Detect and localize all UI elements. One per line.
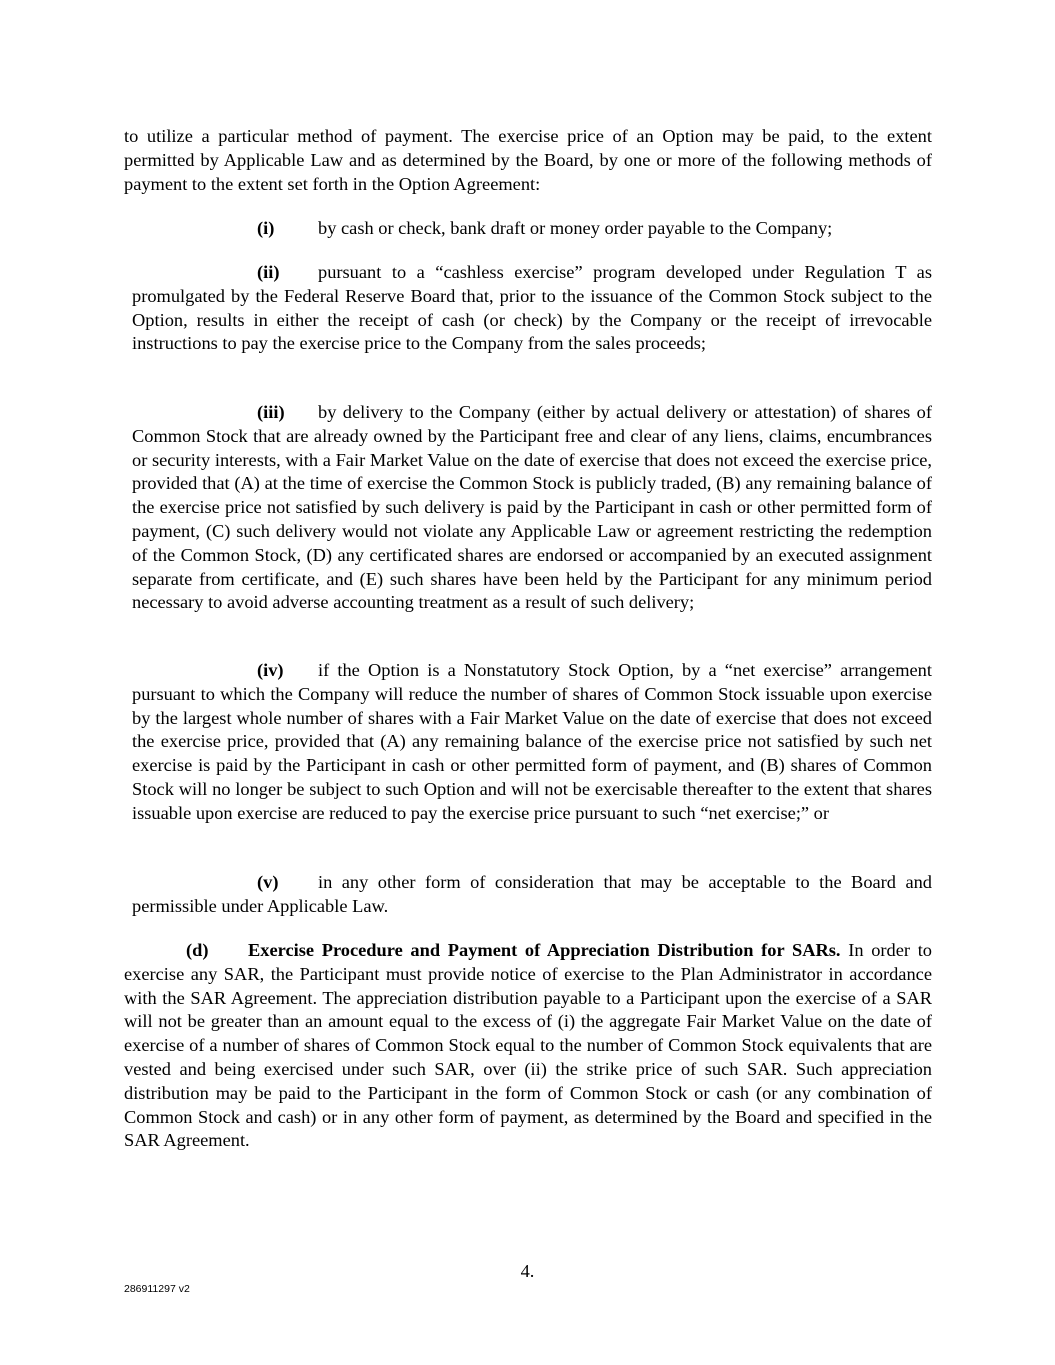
section-d-paragraph xyxy=(124,939,932,1153)
payment-method-item-iv xyxy=(132,659,932,826)
item-text: in any other form of consideration that may be acceptable to the Board and permissible under Applicable Law. xyxy=(132,872,932,916)
section-d-heading: Exercise Procedure and Payment of Appreciation Distribution for SARs. xyxy=(248,940,841,960)
payment-method-item-ii xyxy=(132,261,932,356)
section-d-text: In order to exercise any SAR, the Participant must provide notice of exercise to the Plan Administrator in accordance with the SAR Agreement. The appreciation distribution payable to a Participant upon the exercise of a SAR will not be greater than an amount equal to the excess of (i) the aggregate Fair Market Value on the date of exercise of a number of shares of Common Stock equal to the number of Common Stock equivalents that are vested and being exercised under such SAR, over (ii) the strike price of such SAR. Such appreciation distribution may be paid to the Participant in the form of Common Stock or cash (or any combination of Common Stock and cash) or in any other form of payment, as determined by the Board and specified in the SAR Agreement. xyxy=(124,940,932,1151)
intro-paragraph: to utilize a particular method of payment. The exercise price of an Option may be paid, to the extent permitted by Applicable Law and as determined by the Board, by one or more of the following methods of payment to the extent set forth in the Option Agreement: xyxy=(124,126,932,194)
section-d-label: (d) xyxy=(186,940,209,960)
item-label: (i) xyxy=(257,218,275,238)
payment-method-item-i xyxy=(132,217,932,241)
page-number: 4. xyxy=(520,1261,535,1281)
item-label: (iv) xyxy=(257,660,284,680)
payment-method-item-v xyxy=(132,871,932,919)
item-label: (iii) xyxy=(257,402,285,422)
payment-method-item-iii xyxy=(132,401,932,615)
item-label: (ii) xyxy=(257,262,280,282)
item-text: by delivery to the Company (either by actual delivery or attestation) of shares of Common Stock that are already owned by the Participant free and clear of any liens, claims, encumbrances or security interests, with a Fair Market Value on the date of exercise that does not exceed the exercise price, provided that (A) at the time of exercise the Common Stock is publicly traded, (B) any remaining balance of the exercise price not satisfied by such delivery is paid by the Participant in cash or other permitted form of payment, (C) such delivery would not violate any Applicable Law or agreement restricting the redemption of the Common Stock, (D) any certificated shares are endorsed or accompanied by an executed assignment separate from certificate, and (E) such shares have been held by the Participant for any minimum period necessary to avoid adverse accounting treatment as a result of such delivery; xyxy=(132,402,932,613)
item-text: by cash or check, bank draft or money order payable to the Company; xyxy=(318,218,833,238)
item-text: if the Option is a Nonstatutory Stock Option, by a “net exercise” arrangement pursuant to which the Company will reduce the number of shares of Common Stock issuable upon exercise by the largest whole number of shares with a Fair Market Value on the date of exercise that does not exceed the exercise price, provided that (A) any remaining balance of the exercise price not satisfied by such net exercise is paid by the Participant in cash or other permitted form of payment, and (B) shares of Common Stock will no longer be subject to such Option and will not be exercisable thereafter to the extent that shares issuable upon exercise are reduced to pay the exercise price pursuant to such “net exercise;” or xyxy=(132,660,932,823)
document-id: 286911297 v2 xyxy=(124,1283,190,1295)
item-label: (v) xyxy=(257,872,279,892)
item-text: pursuant to a “cashless exercise” program developed under Regulation T as promulgated by the Federal Reserve Board that, prior to the issuance of the Common Stock subject to the Option, results in either the receipt of cash (or check) by the Company or the receipt of irrevocable instructions to pay the exercise price to the Company from the sales proceeds; xyxy=(132,262,932,354)
